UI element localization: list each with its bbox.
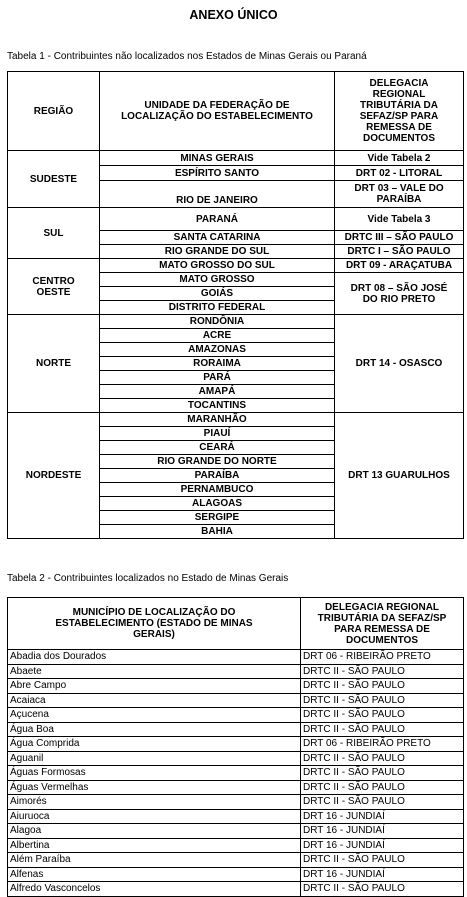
delegacia-cell: DRT 16 - JUNDIAÍ xyxy=(301,838,464,853)
state-cell: RORAIMA xyxy=(100,357,335,371)
state-cell: MATO GROSSO DO SUL xyxy=(100,259,335,273)
state-cell: ESPÍRITO SANTO xyxy=(100,166,335,181)
region-norte: NORTE xyxy=(8,315,100,413)
table-row xyxy=(8,838,464,853)
delegacia-cell: DRTC II - SÃO PAULO xyxy=(301,751,464,766)
document-title: ANEXO ÚNICO xyxy=(189,8,278,22)
table-row xyxy=(8,208,464,231)
table1 xyxy=(7,71,464,539)
delegacia-cell: DRT 02 - LITORAL xyxy=(335,166,464,181)
municipio-cell: Água Boa xyxy=(8,722,301,737)
table-row xyxy=(8,824,464,839)
table-row xyxy=(8,259,464,273)
delegacia-cell: DRTC I – SÃO PAULO xyxy=(335,245,464,259)
table-row xyxy=(8,867,464,882)
header-delegacia-2: DELEGACIA REGIONAL TRIBUTÁRIA DA SEFAZ/SP PARA REMESSA DE DOCUMENTOS xyxy=(301,598,464,650)
state-cell: RIO GRANDE DO SUL xyxy=(100,245,335,259)
table-row xyxy=(8,708,464,723)
municipio-cell: Águas Formosas xyxy=(8,766,301,781)
state-cell: AMAPÁ xyxy=(100,385,335,399)
table2-caption: Tabela 2 - Contribuintes localizados no Estado de Minas Gerais xyxy=(7,573,289,584)
delegacia-cell: DRT 09 - ARAÇATUBA xyxy=(335,259,464,273)
table2 xyxy=(7,597,464,897)
municipio-cell: Abadia dos Dourados xyxy=(8,650,301,665)
state-cell: PARÁ xyxy=(100,371,335,385)
table-row xyxy=(8,780,464,795)
delegacia-cell: DRTC II - SÃO PAULO xyxy=(301,679,464,694)
state-cell: MATO GROSSO xyxy=(100,273,335,287)
delegacia-cell: DRTC III – SÃO PAULO xyxy=(335,231,464,245)
table-row xyxy=(8,809,464,824)
table1-header-row xyxy=(8,72,464,151)
municipio-cell: Aimorés xyxy=(8,795,301,810)
header-delegacia: DELEGACIA REGIONAL TRIBUTÁRIA DA SEFAZ/SP PARA REMESSA DE DOCUMENTOS xyxy=(335,72,464,151)
delegacia-cell: DRT 16 - JUNDIAÍ xyxy=(301,809,464,824)
state-cell: ACRE xyxy=(100,329,335,343)
delegacia-cell: Vide Tabela 3 xyxy=(335,208,464,231)
state-cell: PIAUÍ xyxy=(100,427,335,441)
delegacia-cell: DRT 08 – SÃO JOSÉ DO RIO PRETO xyxy=(335,273,464,315)
table1-caption: Tabela 1 - Contribuintes não localizados nos Estados de Minas Gerais ou Paraná xyxy=(7,51,367,62)
state-cell: RONDÔNIA xyxy=(100,315,335,329)
state-cell: PARAÍBA xyxy=(100,469,335,483)
municipio-cell: Abaete xyxy=(8,664,301,679)
table-row xyxy=(8,751,464,766)
delegacia-cell: Vide Tabela 2 xyxy=(335,151,464,166)
state-cell: AMAZONAS xyxy=(100,343,335,357)
delegacia-cell: DRTC II - SÃO PAULO xyxy=(301,780,464,795)
municipio-cell: Acaiaca xyxy=(8,693,301,708)
table-row xyxy=(8,664,464,679)
table-row xyxy=(8,766,464,781)
table-row xyxy=(8,737,464,752)
delegacia-cell: DRTC II - SÃO PAULO xyxy=(301,693,464,708)
table-row xyxy=(8,795,464,810)
state-cell: BAHIA xyxy=(100,525,335,539)
table-row xyxy=(8,722,464,737)
delegacia-cell: DRT 03 – VALE DO PARAÍBA xyxy=(335,181,464,208)
state-cell: PERNAMBUCO xyxy=(100,483,335,497)
header-uf: UNIDADE DA FEDERAÇÃO DE LOCALIZAÇÃO DO ESTABELECIMENTO xyxy=(100,72,335,151)
delegacia-cell: DRT 06 - RIBEIRÃO PRETO xyxy=(301,737,464,752)
municipio-cell: Água Comprida xyxy=(8,737,301,752)
delegacia-cell: DRTC II - SÃO PAULO xyxy=(301,708,464,723)
municipio-cell: Alfenas xyxy=(8,867,301,882)
municipio-cell: Aiuruoca xyxy=(8,809,301,824)
region-sul: SUL xyxy=(8,208,100,259)
delegacia-cell: DRTC II - SÃO PAULO xyxy=(301,722,464,737)
table-row xyxy=(8,650,464,665)
delegacia-cell: DRT 06 - RIBEIRÃO PRETO xyxy=(301,650,464,665)
state-cell: DISTRITO FEDERAL xyxy=(100,301,335,315)
state-cell: CEARÁ xyxy=(100,441,335,455)
delegacia-cell: DRT 14 - OSASCO xyxy=(335,315,464,413)
state-cell: RIO DE JANEIRO xyxy=(100,181,335,208)
table-row xyxy=(8,693,464,708)
table-row xyxy=(8,882,464,897)
municipio-cell: Além Paraíba xyxy=(8,853,301,868)
delegacia-cell: DRT 16 - JUNDIAÍ xyxy=(301,824,464,839)
table-row xyxy=(8,151,464,166)
state-cell: SANTA CATARINA xyxy=(100,231,335,245)
delegacia-cell: DRT 13 GUARULHOS xyxy=(335,413,464,539)
state-cell: ALAGOAS xyxy=(100,497,335,511)
municipio-cell: Abre Campo xyxy=(8,679,301,694)
municipio-cell: Açucena xyxy=(8,708,301,723)
delegacia-cell: DRTC II - SÃO PAULO xyxy=(301,664,464,679)
header-municipio: MUNICÍPIO DE LOCALIZAÇÃO DO ESTABELECIMENTO (ESTADO DE MINAS GERAIS) xyxy=(8,598,301,650)
municipio-cell: Albertina xyxy=(8,838,301,853)
table-row xyxy=(8,413,464,427)
delegacia-cell: DRTC II - SÃO PAULO xyxy=(301,766,464,781)
delegacia-cell: DRTC II - SÃO PAULO xyxy=(301,882,464,897)
state-cell: MARANHÃO xyxy=(100,413,335,427)
state-cell: GOIÁS xyxy=(100,287,335,301)
state-cell: PARANÁ xyxy=(100,208,335,231)
region-centro-oeste: CENTRO OESTE xyxy=(8,259,100,315)
table2-header-row xyxy=(8,598,464,650)
table-row xyxy=(8,315,464,329)
state-cell: SERGIPE xyxy=(100,511,335,525)
delegacia-cell: DRTC II - SÃO PAULO xyxy=(301,853,464,868)
header-regiao: REGIÃO xyxy=(8,72,100,151)
state-cell: TOCANTINS xyxy=(100,399,335,413)
delegacia-cell: DRT 16 - JUNDIAÍ xyxy=(301,867,464,882)
state-cell: MINAS GERAIS xyxy=(100,151,335,166)
region-nordeste: NORDESTE xyxy=(8,413,100,539)
municipio-cell: Águas Vermelhas xyxy=(8,780,301,795)
table-row xyxy=(8,853,464,868)
delegacia-cell: DRTC II - SÃO PAULO xyxy=(301,795,464,810)
state-cell: RIO GRANDE DO NORTE xyxy=(100,455,335,469)
municipio-cell: Aguanil xyxy=(8,751,301,766)
table-row xyxy=(8,679,464,694)
region-sudeste: SUDESTE xyxy=(8,151,100,208)
municipio-cell: Alagoa xyxy=(8,824,301,839)
municipio-cell: Alfredo Vasconcelos xyxy=(8,882,301,897)
